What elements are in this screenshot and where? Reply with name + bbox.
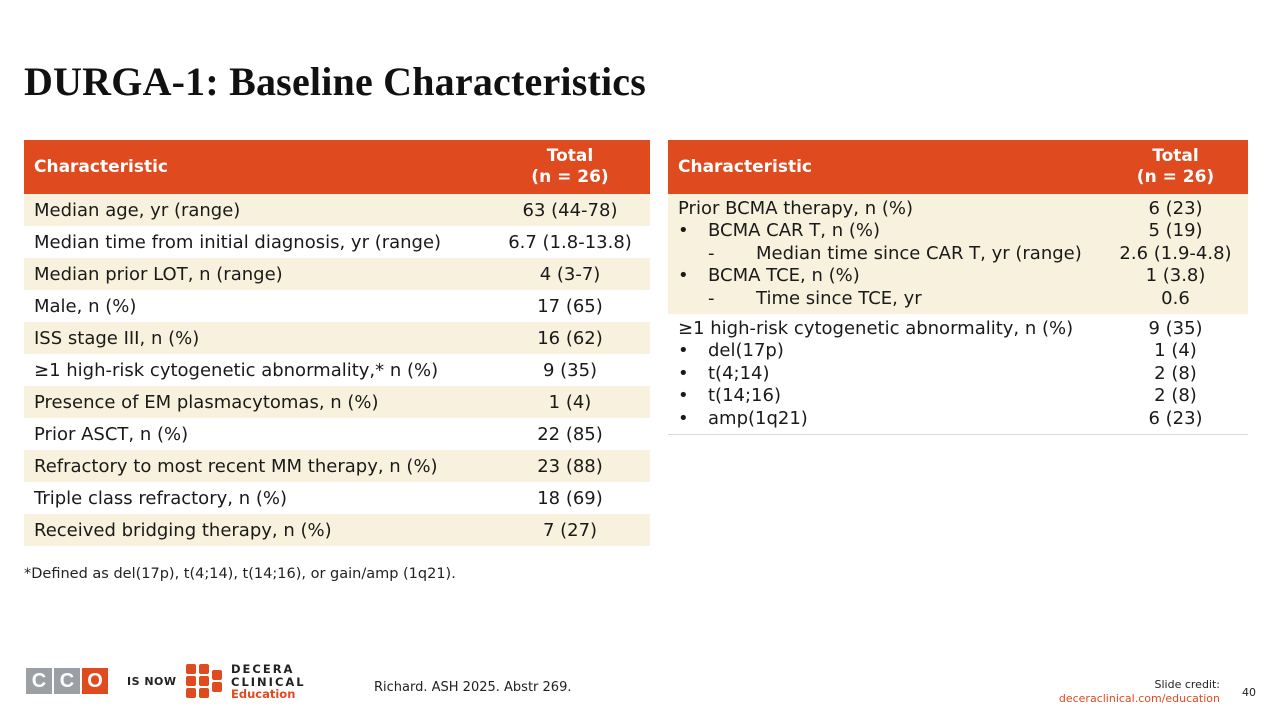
row-value: 1 (4) <box>1154 340 1197 362</box>
row-label: t(4;14) <box>708 362 770 384</box>
decera-line3: Education <box>231 687 296 701</box>
header-characteristic: Characteristic <box>24 140 490 194</box>
cco-letter: O <box>82 668 108 694</box>
baseline-table-left <box>24 140 650 546</box>
is-now-label: IS NOW <box>127 675 177 688</box>
page-number: 40 <box>1242 686 1256 699</box>
row-value: 23 (88) <box>490 450 650 482</box>
slide-title: DURGA-1: Baseline Characteristics <box>24 59 647 104</box>
table-header-row <box>24 140 650 194</box>
table-row <box>24 290 650 322</box>
row-value: 7 (27) <box>490 514 650 546</box>
table-row <box>24 322 650 354</box>
row-label: Refractory to most recent MM therapy, n (%) <box>24 450 490 482</box>
cco-letter: C <box>54 668 80 694</box>
row-value: 18 (69) <box>537 487 603 509</box>
table-row <box>24 514 650 546</box>
table-row-cytogenetics <box>668 314 1248 435</box>
row-value: 6 (23) <box>1148 198 1203 219</box>
table-row <box>24 258 650 290</box>
cco-logo <box>26 668 108 694</box>
decera-line2: CLINICAL <box>231 674 306 689</box>
row-label: ≥1 high-risk cytogenetic abnormality,* n (%) <box>34 359 439 381</box>
row-label: ISS stage III, n (%) <box>24 322 490 354</box>
bullet-line <box>678 363 1093 385</box>
row-label-group <box>668 194 1103 314</box>
row-label: amp(1q21) <box>708 407 808 429</box>
table-row <box>24 226 650 258</box>
slide-credit <box>1059 678 1220 706</box>
citation: Richard. ASH 2025. Abstr 269. <box>374 680 572 695</box>
header-total-label: Total <box>1152 146 1199 166</box>
bullet-marker: • <box>678 220 689 242</box>
baseline-table-right <box>668 140 1248 435</box>
cco-letter: C <box>26 668 52 694</box>
row-label: Male, n (%) <box>34 295 137 317</box>
header-total <box>1103 140 1248 194</box>
row-value: 6.7 (1.8-13.8) <box>508 231 632 253</box>
row-value: 0.6 <box>1161 287 1190 309</box>
row-label: ≥1 high-risk cytogenetic abnormality, n (%) <box>678 318 1074 340</box>
header-characteristic: Characteristic <box>668 140 1103 194</box>
table-header-row <box>668 140 1248 194</box>
bullet-line <box>678 340 1093 362</box>
slide-credit-link[interactable]: deceraclinical.com/education <box>1058 692 1220 705</box>
row-label: Median age, yr (range) <box>24 194 490 226</box>
row-label: Prior BCMA therapy, n (%) <box>678 198 914 219</box>
row-value: 2 (8) <box>1154 385 1197 407</box>
row-value: 17 (65) <box>537 295 603 317</box>
row-value-group <box>1103 314 1248 435</box>
decera-logo-icon <box>186 664 222 698</box>
decera-line1: DECERA <box>231 662 295 676</box>
row-label: Presence of EM plasmacytomas, n (%) <box>24 386 490 418</box>
header-total-n: (n = 26) <box>531 167 609 187</box>
row-value: 6 (23) <box>1148 407 1203 429</box>
row-value: 9 (35) <box>1148 318 1203 340</box>
row-value: 63 (44-78) <box>490 194 650 226</box>
bullet-marker: • <box>678 265 689 287</box>
table-row <box>24 482 650 514</box>
bullet-marker: • <box>678 385 689 407</box>
row-label: t(14;16) <box>708 385 781 407</box>
subbullet-line <box>678 243 1093 265</box>
dash-marker: - <box>708 242 715 264</box>
row-label-group <box>668 314 1103 435</box>
row-value-group <box>1103 194 1248 314</box>
dash-marker: - <box>708 287 715 309</box>
table-row <box>24 194 650 226</box>
row-label: Prior ASCT, n (%) <box>34 423 189 445</box>
row-value: 5 (19) <box>1148 220 1203 242</box>
bullet-line <box>678 385 1093 407</box>
row-value: 2 (8) <box>1154 362 1197 384</box>
row-label: Median time since CAR T, yr (range) <box>756 242 1082 264</box>
bullet-line <box>678 408 1093 430</box>
row-value: 4 (3-7) <box>490 258 650 290</box>
row-label: Median time from initial diagnosis, yr (range) <box>34 231 442 253</box>
row-label: Median prior LOT, n (range) <box>24 258 490 290</box>
header-total-n: (n = 26) <box>1136 167 1215 187</box>
bullet-marker: • <box>678 340 689 362</box>
row-label: BCMA TCE, n (%) <box>708 265 860 287</box>
row-label: BCMA CAR T, n (%) <box>708 220 880 242</box>
row-value: 1 (4) <box>490 386 650 418</box>
bullet-line <box>678 265 1093 287</box>
row-value: 2.6 (1.9-4.8) <box>1119 242 1232 264</box>
row-label: Time since TCE, yr <box>756 287 922 309</box>
row-value: 16 (62) <box>490 322 650 354</box>
row-label: Triple class refractory, n (%) <box>34 487 287 509</box>
bullet-line <box>678 220 1093 242</box>
table-row <box>24 354 650 386</box>
bullet-marker: • <box>678 407 689 429</box>
row-value: 9 (35) <box>542 359 598 381</box>
row-value: 22 (85) <box>537 423 603 445</box>
bullet-marker: • <box>678 362 689 384</box>
row-label: del(17p) <box>708 340 784 362</box>
table-row <box>24 386 650 418</box>
table-row <box>24 418 650 450</box>
slide-credit-label: Slide credit: <box>1154 678 1220 691</box>
row-label: Received bridging therapy, n (%) <box>24 514 490 546</box>
decera-wordmark <box>231 663 306 701</box>
header-total <box>490 140 650 194</box>
table-row-bcma <box>668 194 1248 314</box>
table-row <box>24 450 650 482</box>
header-total-label: Total <box>546 146 594 166</box>
footnote: *Defined as del(17p), t(4;14), t(14;16), or gain/amp (1q21). <box>24 566 456 582</box>
subbullet-line <box>678 288 1093 310</box>
row-value: 1 (3.8) <box>1145 265 1206 287</box>
